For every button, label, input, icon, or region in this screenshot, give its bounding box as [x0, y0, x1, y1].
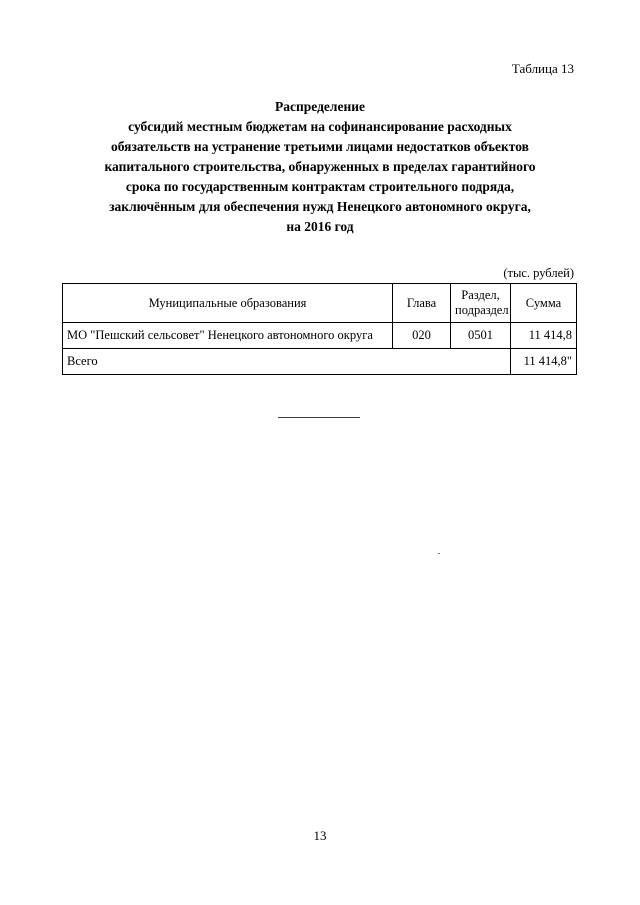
document-title [62, 97, 578, 237]
title-line: на 2016 год [286, 219, 354, 234]
total-label: Всего [63, 349, 511, 375]
cell-municipality: МО "Пешский сельсовет" Ненецкого автономного округа [63, 323, 393, 349]
col-header-municipality: Муниципальные образования [63, 284, 393, 323]
title-line: срока по государственным контрактам строительного подряда, [125, 179, 515, 194]
title-line: субсидий местным бюджетам на софинансирование расходных [128, 119, 512, 134]
table-number-label: Таблица 13 [511, 61, 574, 76]
scan-speck [438, 553, 440, 554]
units-label: (тыс. рублей) [503, 266, 574, 280]
subsidy-table [62, 283, 577, 375]
page-number: 13 [313, 828, 327, 843]
cell-section: 0501 [451, 323, 511, 349]
col-header-amount: Сумма [511, 284, 577, 323]
title-line: капитального строительства, обнаруженных в пределах гарантийного [104, 159, 536, 174]
table-total-row [63, 349, 577, 375]
col-header-section [451, 284, 511, 323]
table-header-row [63, 284, 577, 323]
table-row [63, 323, 577, 349]
title-line: Распределение [274, 99, 366, 114]
total-amount: 11 414,8" [511, 349, 577, 375]
title-line: обязательств на устранение третьими лицами недостатков объектов [111, 139, 529, 154]
closing-divider [278, 417, 360, 418]
cell-amount: 11 414,8 [511, 323, 577, 349]
col-header-chapter: Глава [393, 284, 451, 323]
title-line: заключённым для обеспечения нужд Ненецкого автономного округа, [109, 199, 531, 214]
cell-chapter: 020 [393, 323, 451, 349]
col-header-section-line1: Раздел, [461, 288, 500, 302]
col-header-section-line2: подраздел [455, 303, 509, 317]
